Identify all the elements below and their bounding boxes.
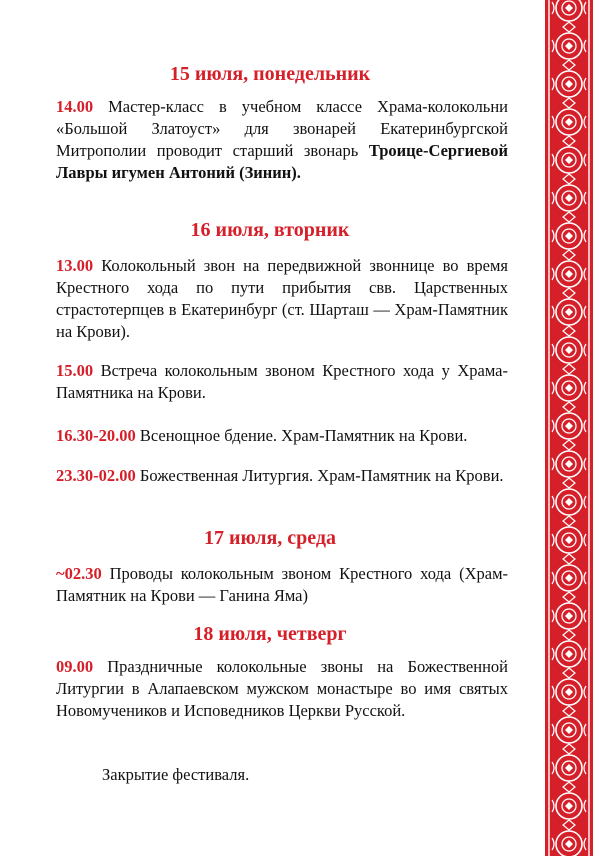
schedule-entry (56, 425, 508, 447)
day-title-18-july: 18 июля, четверг (193, 623, 347, 645)
ornamental-border (538, 0, 600, 856)
entry-time: 09.00 (56, 657, 94, 676)
entry-time: 15.00 (56, 361, 94, 380)
entry-text: Встреча колокольным звоном Крестного хода у Храма-Памятника на Крови. (56, 361, 508, 402)
entry-text: Проводы колокольным звоном Крестного хода (Храм-Памятник на Крови — Ганина Яма) (56, 564, 508, 605)
day-title-17-july: 17 июля, среда (203, 527, 337, 549)
entry-text: Мастер-класс в учебном классе Храма-колокольни «Большой Златоуст» для звонарей Екатеринбургской Митрополии проводит старший звонарь (56, 97, 508, 160)
ornament-pattern-icon (538, 0, 600, 856)
entry-time: 14.00 (56, 97, 94, 116)
closing-text: Закрытие фестиваля. (102, 765, 250, 784)
entry-time: 16.30-20.00 (56, 426, 136, 445)
schedule-entry (56, 656, 508, 722)
schedule-entry (56, 563, 508, 607)
entry-text-bold: Троице-Сергиевой Лавры игумен Антоний (Зинин). (56, 141, 508, 182)
entry-time: 23.30-02.00 (56, 466, 136, 485)
entry-time: ~02.30 (56, 564, 102, 583)
entry-text: Божественная Литургия. Храм-Памятник на Крови. (139, 466, 504, 485)
schedule-entry (56, 465, 508, 487)
entry-text: Колокольный звон на передвижной звоннице во время Крестного хода по пути прибытия свв. Царственных страстотерпцев в Екатеринбург (ст. Шарташ — Храм-Памятник на Крови). (56, 256, 509, 341)
schedule-entry (56, 360, 508, 404)
day-title-15-july: 15 июля, понедельник (169, 63, 371, 85)
entry-text: Всенощное бдение. Храм-Памятник на Крови. (139, 426, 468, 445)
day-title-16-july: 16 июля, вторник (190, 219, 350, 241)
schedule-entry (56, 255, 508, 343)
entry-text: Праздничные колокольные звоны на Божественной Литургии в Алапаевском мужском монастыре во имя святых Новомучеников и Исповедников Церкви Русской. (56, 657, 508, 720)
entry-time: 13.00 (56, 256, 94, 275)
schedule-entry (56, 96, 508, 184)
